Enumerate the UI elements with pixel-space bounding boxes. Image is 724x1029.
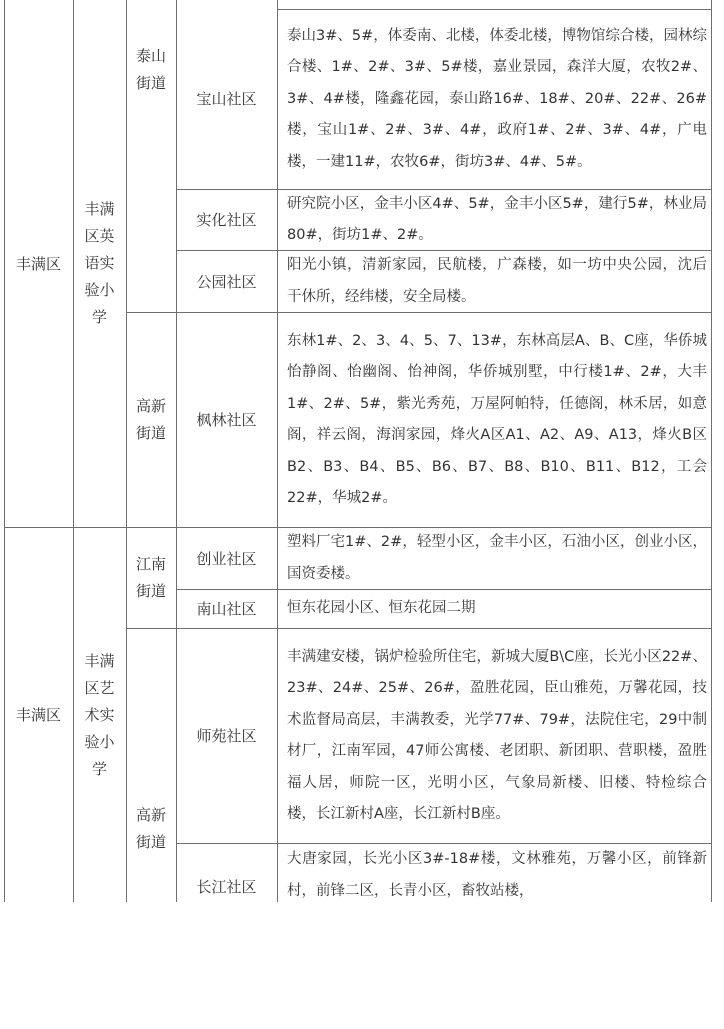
address-list: 塑料厂宅1#、2#，轻型小区，金丰小区，石油小区，创业小区，国资委楼。 — [287, 534, 707, 582]
community-name: 南山社区 — [196, 600, 257, 618]
address-list: 阳光小镇，清新家园，民航楼，广森楼，如一坊中央公园，沈后干休所，经纬楼，安全局楼。 — [287, 257, 707, 305]
community-name: 枫林社区 — [196, 411, 257, 429]
address-cell — [277, 313, 711, 527]
community-cell — [176, 313, 277, 527]
community-name: 创业社区 — [196, 549, 257, 568]
community-name: 实化社区 — [196, 211, 257, 229]
district-name: 丰满区 — [15, 254, 61, 273]
address-list: 恒东花园小区、恒东花园二期 — [287, 600, 476, 617]
community-cell — [176, 9, 277, 189]
address-cell — [277, 629, 711, 843]
address-cell — [277, 528, 711, 589]
address-cell — [277, 190, 711, 250]
address-cell — [277, 844, 711, 902]
address-list: 泰山3#、5#，体委南、北楼，体委北楼，博物馆综合楼，园林综合楼、1#、2#、3#、5#楼，嘉业景园，森洋大厦，农牧2#、3#、4#楼，隆鑫花园，泰山路16#、18#、20#、22#、26#楼，宝山1#、2#、3#、4#，政府1#、2#、3#、4#，广电楼，一建11#，农牧6#，街坊3#、4#、5#。 — [287, 27, 707, 170]
community-cell — [176, 590, 277, 628]
grid-line — [711, 0, 712, 902]
street-cell — [126, 0, 176, 140]
address-list: 大唐家园，长光小区3#-18#楼，文林雅苑，万馨小区，前锋新村，前锋二区，长青小区，畜牧站楼， — [287, 851, 707, 899]
community-name: 公园社区 — [196, 272, 257, 291]
school-cell — [73, 528, 126, 902]
address-cell — [277, 590, 711, 628]
address-list: 东林1#、2、3、4、5、7、13#，东林高层A、B、C座，华侨城怡静阁、怡幽阁、怡神阁，华侨城别墅，中行楼1#、2#，大丰1#、2#、5#，紫光秀苑，万屋阿帕特，任德阁，林禾居，如意阁，祥云阁，海润家园，烽火A区A1、A2、A9、A13，烽火B区B2、B3、B4、B5、B6、B7、B8、B10、B11、B12，工会22#，华城2#。 — [287, 332, 707, 506]
street-name: 高新 街道 — [135, 806, 166, 851]
street-cell — [126, 528, 176, 628]
district-cell — [4, 0, 73, 527]
community-cell — [176, 190, 277, 250]
community-name: 宝山社区 — [196, 90, 257, 108]
street-name: 泰山 街道 — [135, 47, 166, 92]
community-cell — [176, 629, 277, 843]
district-name: 丰满区 — [15, 706, 61, 724]
district-cell — [4, 528, 73, 902]
street-name: 高新 街道 — [135, 396, 166, 442]
community-name: 师苑社区 — [196, 727, 257, 745]
street-cell — [126, 312, 176, 527]
street-cell — [126, 629, 176, 1029]
address-cell — [277, 10, 711, 189]
street-name: 江南 街道 — [135, 555, 166, 600]
school-name: 丰满 区艺 术实 验小 学 — [84, 651, 115, 778]
community-cell — [176, 844, 277, 930]
school-cell — [73, 0, 126, 527]
school-name: 丰满 区英 语实 验小 学 — [84, 200, 115, 326]
community-cell — [176, 251, 277, 312]
address-list: 研究院小区，金丰小区4#、5#，金丰小区5#，建行5#，林业局80#，街坊1#、2#。 — [287, 195, 707, 243]
address-list: 丰满建安楼，锅炉检验所住宅，新城大厦B\C座，长光小区22#、23#、24#、25#、26#，盈胜花园，臣山雅苑，万馨花园，技术监督局高层，丰满教委，光学77#、79#，法院住宅，29中制材厂，江南军园，47师公寓楼、老团职、新团职、营职楼，盈胜福人居，师院一区，光明小区，气象局新楼、旧楼、特检综合楼，长江新村A座，长江新村B座。 — [287, 648, 707, 822]
address-cell — [277, 251, 711, 312]
community-cell — [176, 528, 277, 589]
community-name: 长江社区 — [196, 878, 257, 896]
